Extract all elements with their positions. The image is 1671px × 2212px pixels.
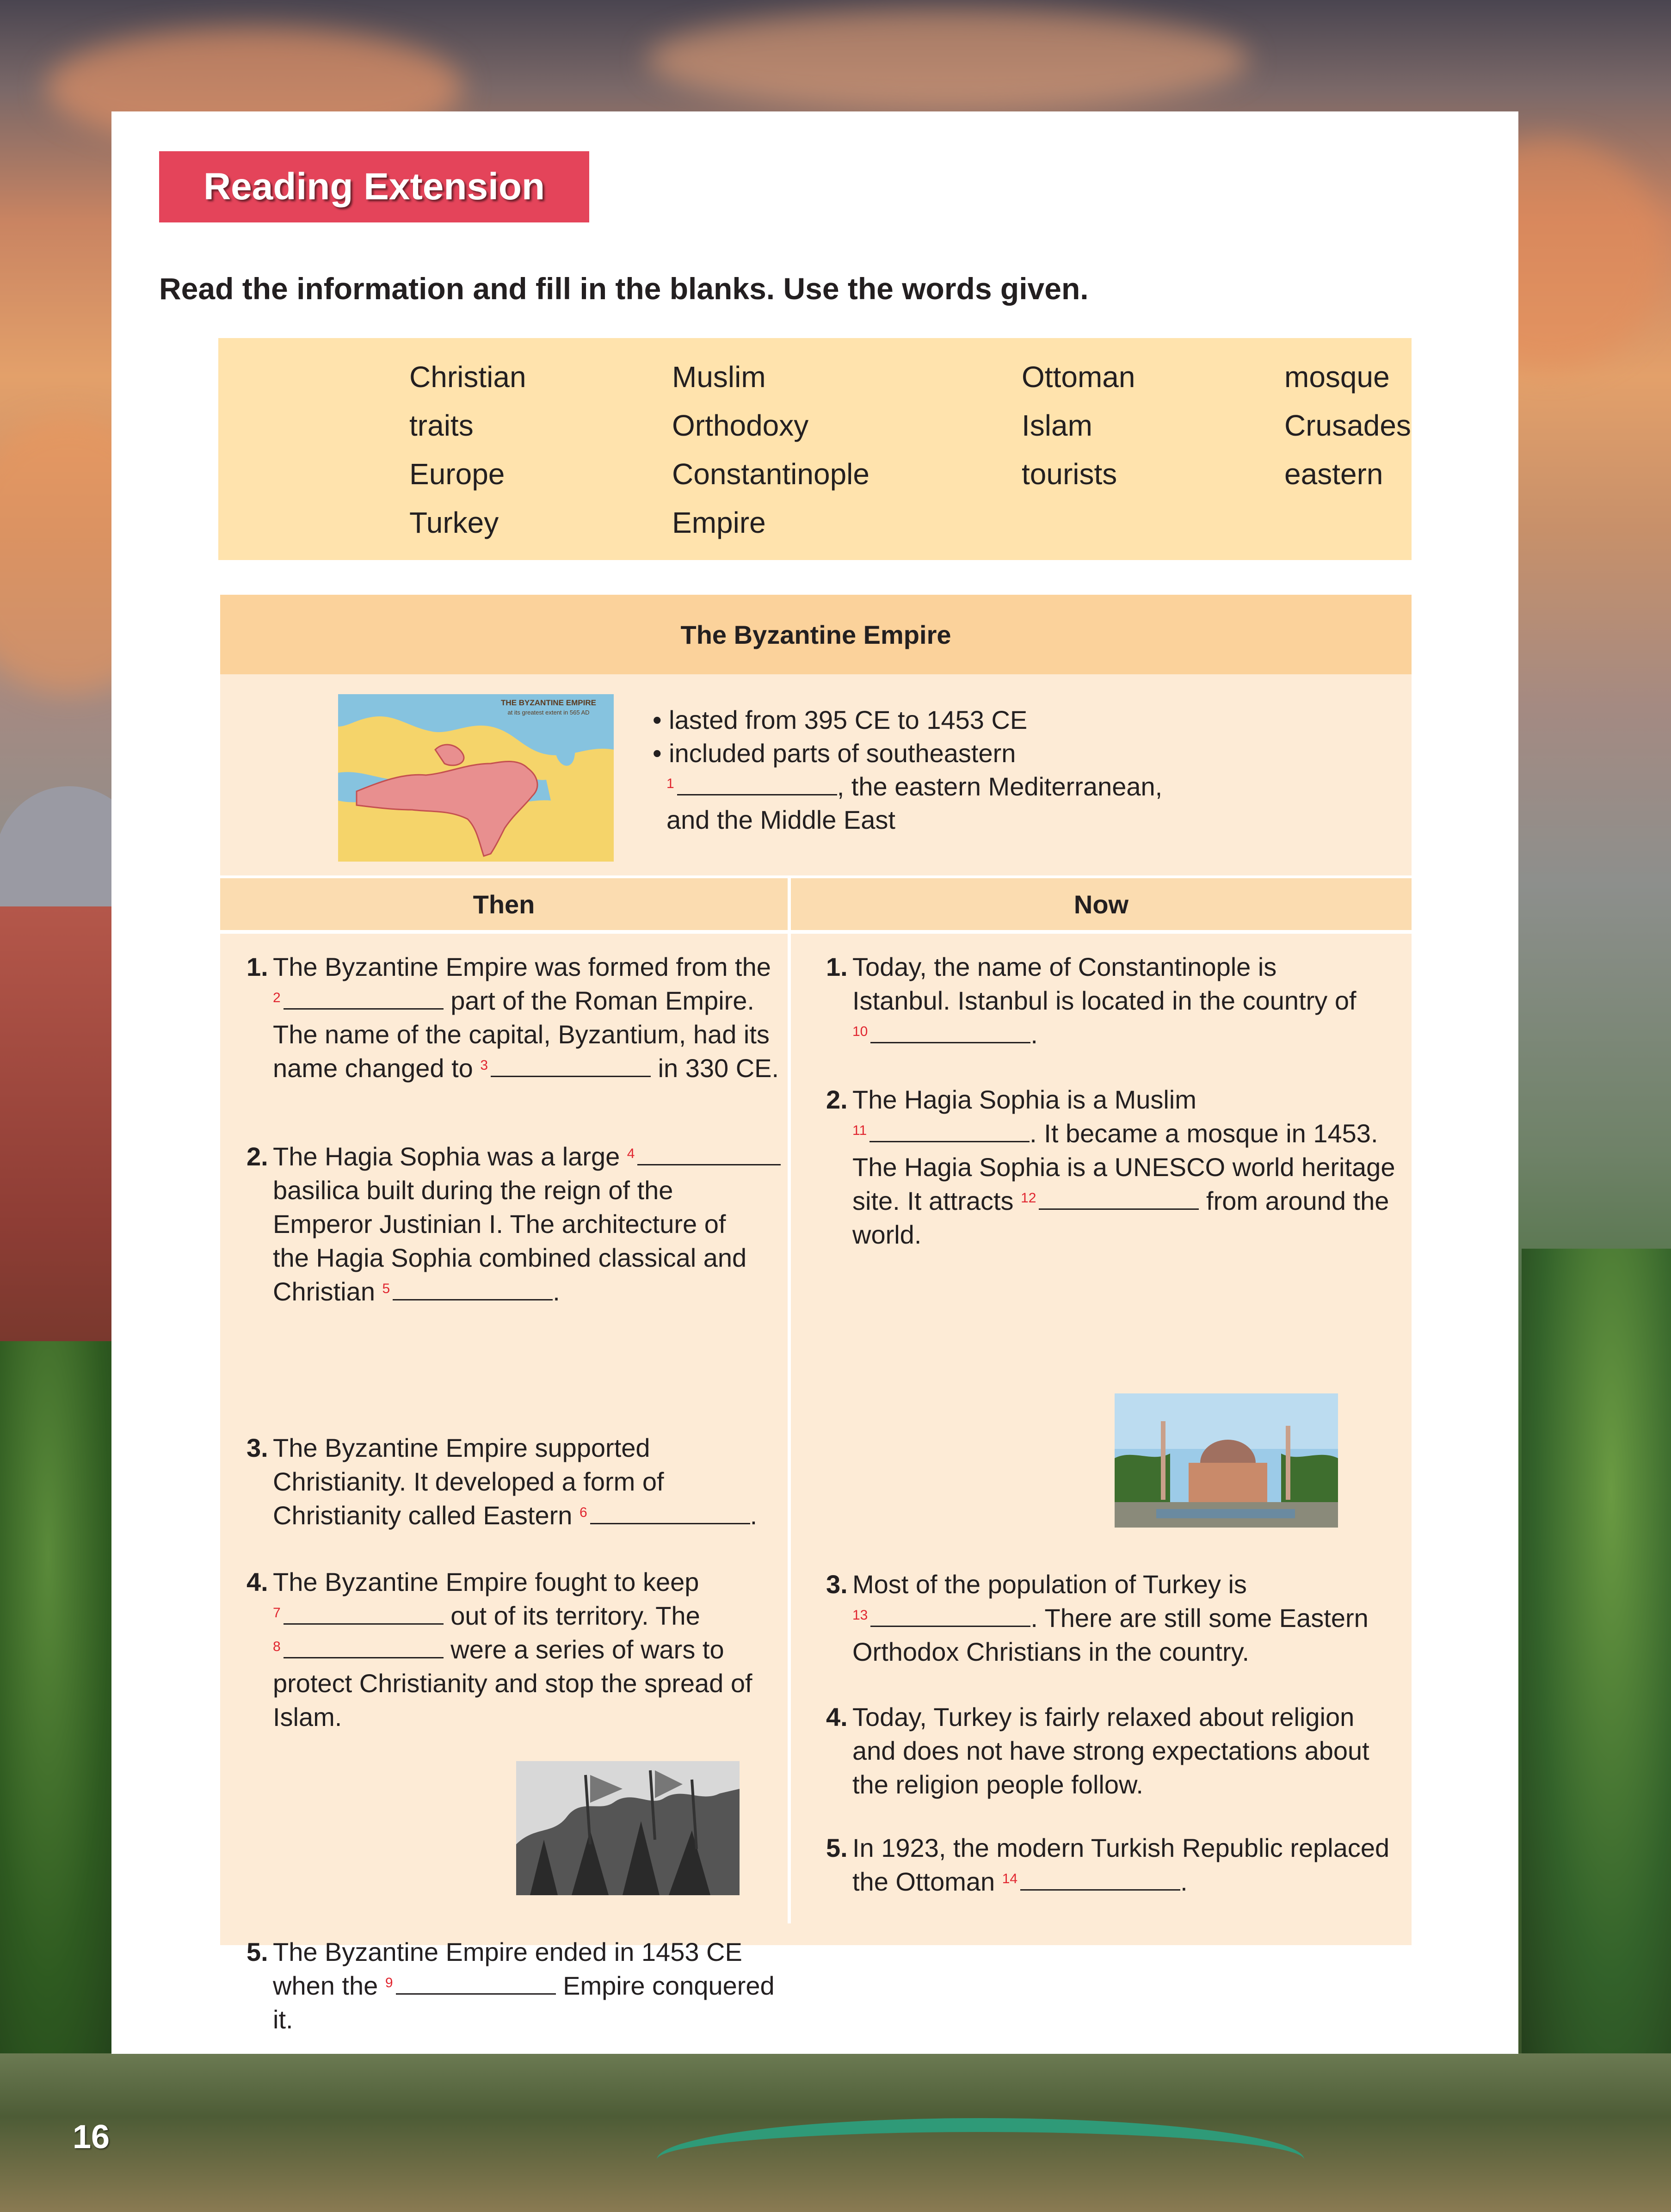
word-bank-item: Crusades (1284, 409, 1411, 442)
word-bank-item: Muslim (672, 360, 766, 394)
intro-bullet: • lasted from 395 CE to 1453 CE (653, 705, 1028, 734)
table-title: The Byzantine Empire (680, 620, 951, 649)
word-bank-item: eastern (1284, 457, 1383, 491)
intro-bullets (653, 703, 1162, 837)
now-header: Now (791, 878, 1412, 930)
intro-text-fragment: , the eastern Mediterranean, (837, 772, 1163, 801)
worksheet-page (111, 111, 1518, 2054)
fill-blank-12[interactable] (1039, 1185, 1199, 1210)
byzantine-map-image (338, 694, 614, 862)
now-item-4: 4. Today, Turkey is fairly relaxed about religion and does not have strong expectations about the religion people follow. (826, 1702, 1369, 1799)
fill-blank-14[interactable] (1020, 1866, 1180, 1891)
fill-blank-11[interactable] (869, 1118, 1030, 1142)
word-bank-item: Europe (409, 457, 505, 491)
fill-blank-4[interactable] (637, 1141, 781, 1165)
row-divider (220, 930, 1412, 934)
instruction-text: Read the information and fill in the blanks. Use the words given. (159, 271, 1089, 306)
column-divider (788, 878, 791, 1923)
then-item-2: 2. The Hagia Sophia was a large $^4$ basilica built during the reign of the Emperor Justinian I. The architecture of the Hagia Sophia combined classical and Christian $^5$ . (247, 1140, 781, 1308)
fill-blank-2[interactable] (284, 985, 444, 1010)
hagia-sophia-photo (1115, 1393, 1338, 1528)
fill-blank-6[interactable] (590, 1500, 750, 1524)
word-bank-item: mosque (1284, 360, 1390, 394)
now-item-2: 2. The Hagia Sophia is a Muslim $^{11}$ . It became a mosque in 1453. The Hagia Sophia is a UNESCO world heritage site. It attracts $^{12}$ from around the world. (826, 1085, 1395, 1249)
crusades-engraving-image (516, 1761, 740, 1895)
word-bank-item: traits (409, 409, 474, 442)
now-item-1: 1. Today, the name of Constantinople is Istanbul. Istanbul is located in the country of $^{10}$ . (826, 952, 1357, 1049)
section-title: Reading Extension (203, 166, 545, 208)
now-item-5: 5. In 1923, the modern Turkish Republic replaced the Ottoman $^{14}$ . (826, 1833, 1390, 1896)
then-item-4: 4. The Byzantine Empire fought to keep $^7$ out of its territory. The $^8$ were a series of wars to protect Christianity and stop the spread of Islam. (247, 1567, 752, 1731)
map-title: THE BYZANTINE EMPIRE (501, 698, 596, 707)
then-header: Then (220, 878, 788, 930)
fill-blank-8[interactable] (284, 1634, 444, 1658)
byzantine-table (220, 595, 1412, 2034)
then-item-5: 5. The Byzantine Empire ended in 1453 CE when the $^9$ Empire conquered it. (247, 1937, 775, 2034)
bridge-background (657, 2118, 1304, 2201)
fill-blank-9[interactable] (396, 1970, 556, 1995)
now-item-3: 3. Most of the population of Turkey is $^{13}$ . There are still some Eastern Orthodox Christians in the country. (826, 1570, 1369, 1666)
fill-blank-1[interactable] (677, 771, 837, 795)
word-bank (218, 338, 1412, 560)
intro-text-fragment: and the Middle East (666, 805, 895, 834)
fill-blank-13[interactable] (870, 1602, 1030, 1627)
page-number: 16 (73, 2119, 110, 2156)
fill-blank-3[interactable] (491, 1053, 651, 1077)
word-bank-item: Christian (409, 360, 526, 394)
section-banner (159, 151, 589, 222)
word-bank-item: tourists (1022, 457, 1117, 491)
blank-number: 1 (666, 776, 674, 791)
word-bank-item: Orthodoxy (672, 409, 809, 442)
table-title-bar (220, 595, 1412, 674)
then-item-1: 1. The Byzantine Empire was formed from the $^2$ part of the Roman Empire. The name of the capital, Byzantium, had its name changed to $^3$ in 330 CE. (247, 952, 779, 1083)
fill-blank-7[interactable] (284, 1600, 444, 1625)
fill-blank-10[interactable] (870, 1019, 1030, 1043)
then-item-3: 3. The Byzantine Empire supported Christianity. It developed a form of Christianity called Eastern $^6$ . (247, 1433, 758, 1530)
intro-bullet: • included parts of southeastern (653, 739, 1016, 768)
word-bank-item: Islam (1022, 409, 1092, 442)
word-bank-item: Turkey (409, 506, 499, 539)
word-bank-item: Constantinople (672, 457, 869, 491)
word-bank-item: Ottoman (1022, 360, 1135, 394)
word-bank-item: Empire (672, 506, 766, 539)
fill-blank-5[interactable] (393, 1276, 553, 1300)
map-subtitle: at its greatest extent in 565 AD (507, 709, 590, 716)
